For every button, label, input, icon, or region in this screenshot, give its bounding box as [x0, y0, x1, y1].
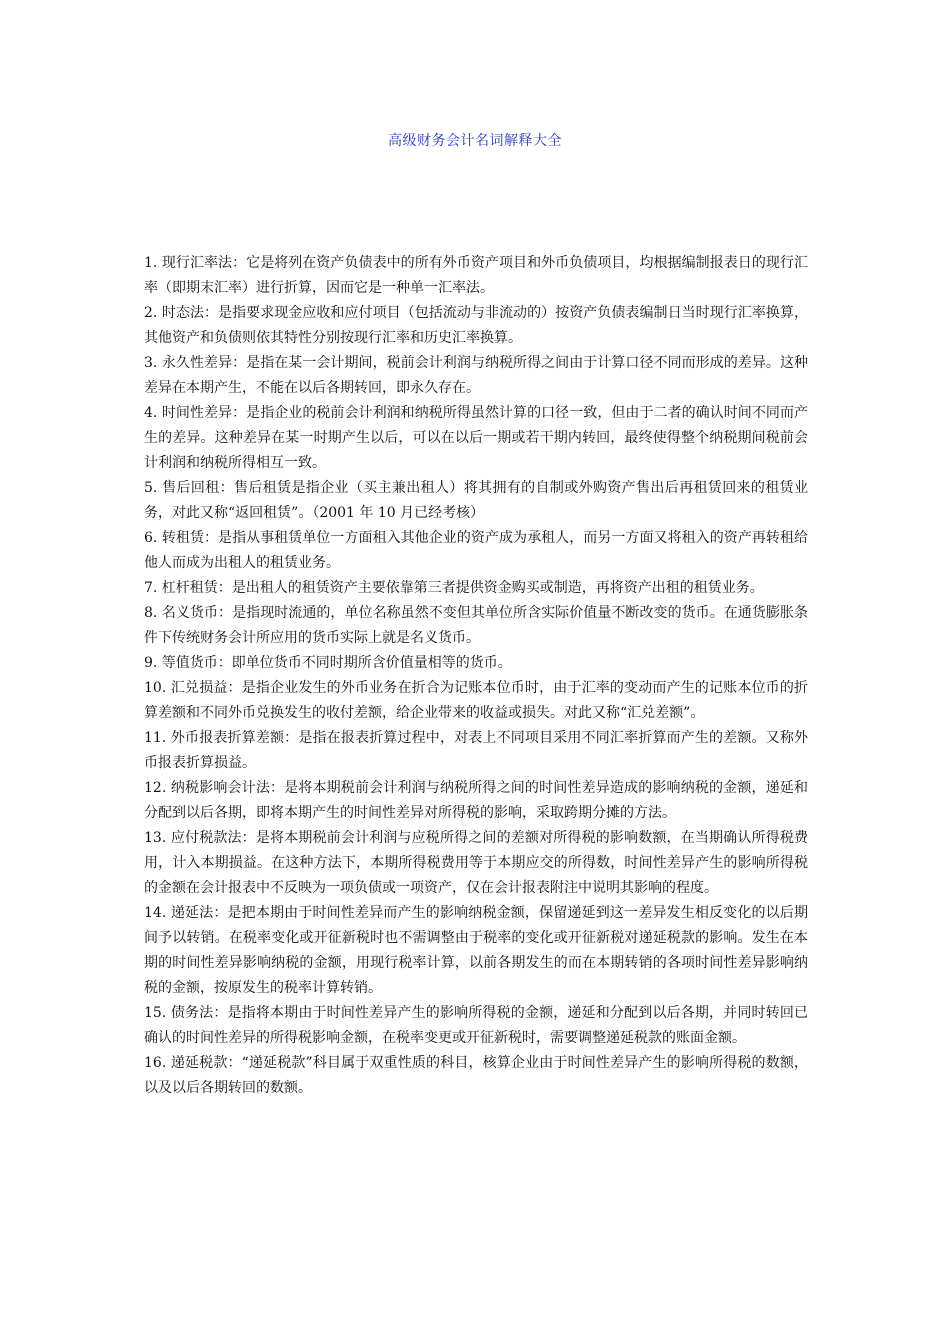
glossary-entry-14: 14. 递延法：是把本期由于时间性差异而产生的影响纳税金额，保留递延到这一差异发生相反变化的以后期间予以转销。在税率变化或开征新税时也不需调整由于税率的变化或开征新税对递延税款的影响。发生在本期的时间性差异影响纳税的金额，用现行税率计算，以前各期发生的而在本期转销的各项时间性差异影响纳税的金额，按原发生的税率计算转销。 — [144, 905, 808, 996]
glossary-entry-8: 8. 名义货币：是指现时流通的，单位名称虽然不变但其单位所含实际价值量不断改变的货币。在通货膨胀条件下传统财务会计所应用的货币实际上就是名义货币。 — [144, 605, 808, 646]
glossary-entry-13: 13. 应付税款法：是将本期税前会计利润与应税所得之间的差额对所得税的影响数额，在当期确认所得税费用，计入本期损益。在这种方法下，本期所得税费用等于本期应交的所得数，时间性差异产生的影响所得税的金额在会计报表中不反映为一项负债或一项资产，仅在会计报表附注中说明其影响的程度。 — [144, 830, 808, 896]
glossary-entry-11: 11. 外币报表折算差额：是指在报表折算过程中，对表上不同项目采用不同汇率折算而产生的差额。又称外币报表折算损益。 — [144, 730, 808, 771]
glossary-entry-7: 7. 杠杆租赁：是出租人的租赁资产主要依靠第三者提供资金购买或制造，再将资产出租的租赁业务。 — [144, 580, 764, 596]
glossary-entry-6: 6. 转租赁：是指从事租赁单位一方面租入其他企业的资产成为承租人，而另一方面又将租入的资产再转租给他人而成为出租人的租赁业务。 — [144, 530, 808, 571]
glossary-entry-9: 9. 等值货币：即单位货币不同时期所含价值量相等的货币。 — [144, 655, 512, 671]
glossary-list — [144, 251, 808, 1101]
glossary-entry-4: 4. 时间性差异：是指企业的税前会计利润和纳税所得虽然计算的口径一致，但由于二者的确认时间不同而产生的差异。这种差异在某一时期产生以后，可以在以后一期或若干期内转回，最终使得整个纳税期间税前会计利润和纳税所得相互一致。 — [144, 405, 808, 471]
glossary-entry-2: 2. 时态法：是指要求现金应收和应付项目（包括流动与非流动的）按资产负债表编制日当时现行汇率换算，其他资产和负债则依其特性分别按现行汇率和历史汇率换算。 — [144, 305, 808, 346]
glossary-entry-15: 15. 债务法：是指将本期由于时间性差异产生的影响所得税的金额，递延和分配到以后各期，并同时转回已确认的时间性差异的所得税影响金额，在税率变更或开征新税时，需要调整递延税款的账面金额。 — [144, 1005, 808, 1046]
glossary-entry-1: 1. 现行汇率法：它是将列在资产负债表中的所有外币资产项目和外币负债项目，均根据编制报表日的现行汇率（即期末汇率）进行折算，因而它是一种单一汇率法。 — [144, 255, 808, 296]
glossary-entry-3: 3. 永久性差异：是指在某一会计期间，税前会计利润与纳税所得之间由于计算口径不同而形成的差异。这种差异在本期产生，不能在以后各期转回，即永久存在。 — [144, 355, 808, 396]
glossary-entry-5: 5. 售后回租：售后租赁是指企业（买主兼出租人）将其拥有的自制或外购资产售出后再租赁回来的租赁业务，对此又称“返回租赁”。（2001 年 10 月已经考核） — [144, 480, 808, 521]
glossary-entry-10: 10. 汇兑损益：是指企业发生的外币业务在折合为记账本位币时，由于汇率的变动而产生的记账本位币的折算差额和不同外币兑换发生的收付差额，给企业带来的收益或损失。对此又称“汇兑差额”。 — [144, 680, 808, 721]
glossary-entry-12: 12. 纳税影响会计法：是将本期税前会计利润与纳税所得之间的时间性差异造成的影响纳税的金额，递延和分配到以后各期，即将本期产生的时间性差异对所得税的影响，采取跨期分摊的方法。 — [144, 780, 808, 821]
document-title: 高级财务会计名词解释大全 — [388, 133, 562, 149]
glossary-entry-16: 16. 递延税款：“递延税款”科目属于双重性质的科目，核算企业由于时间性差异产生的影响所得税的数额，以及以后各期转回的数额。 — [144, 1055, 808, 1096]
